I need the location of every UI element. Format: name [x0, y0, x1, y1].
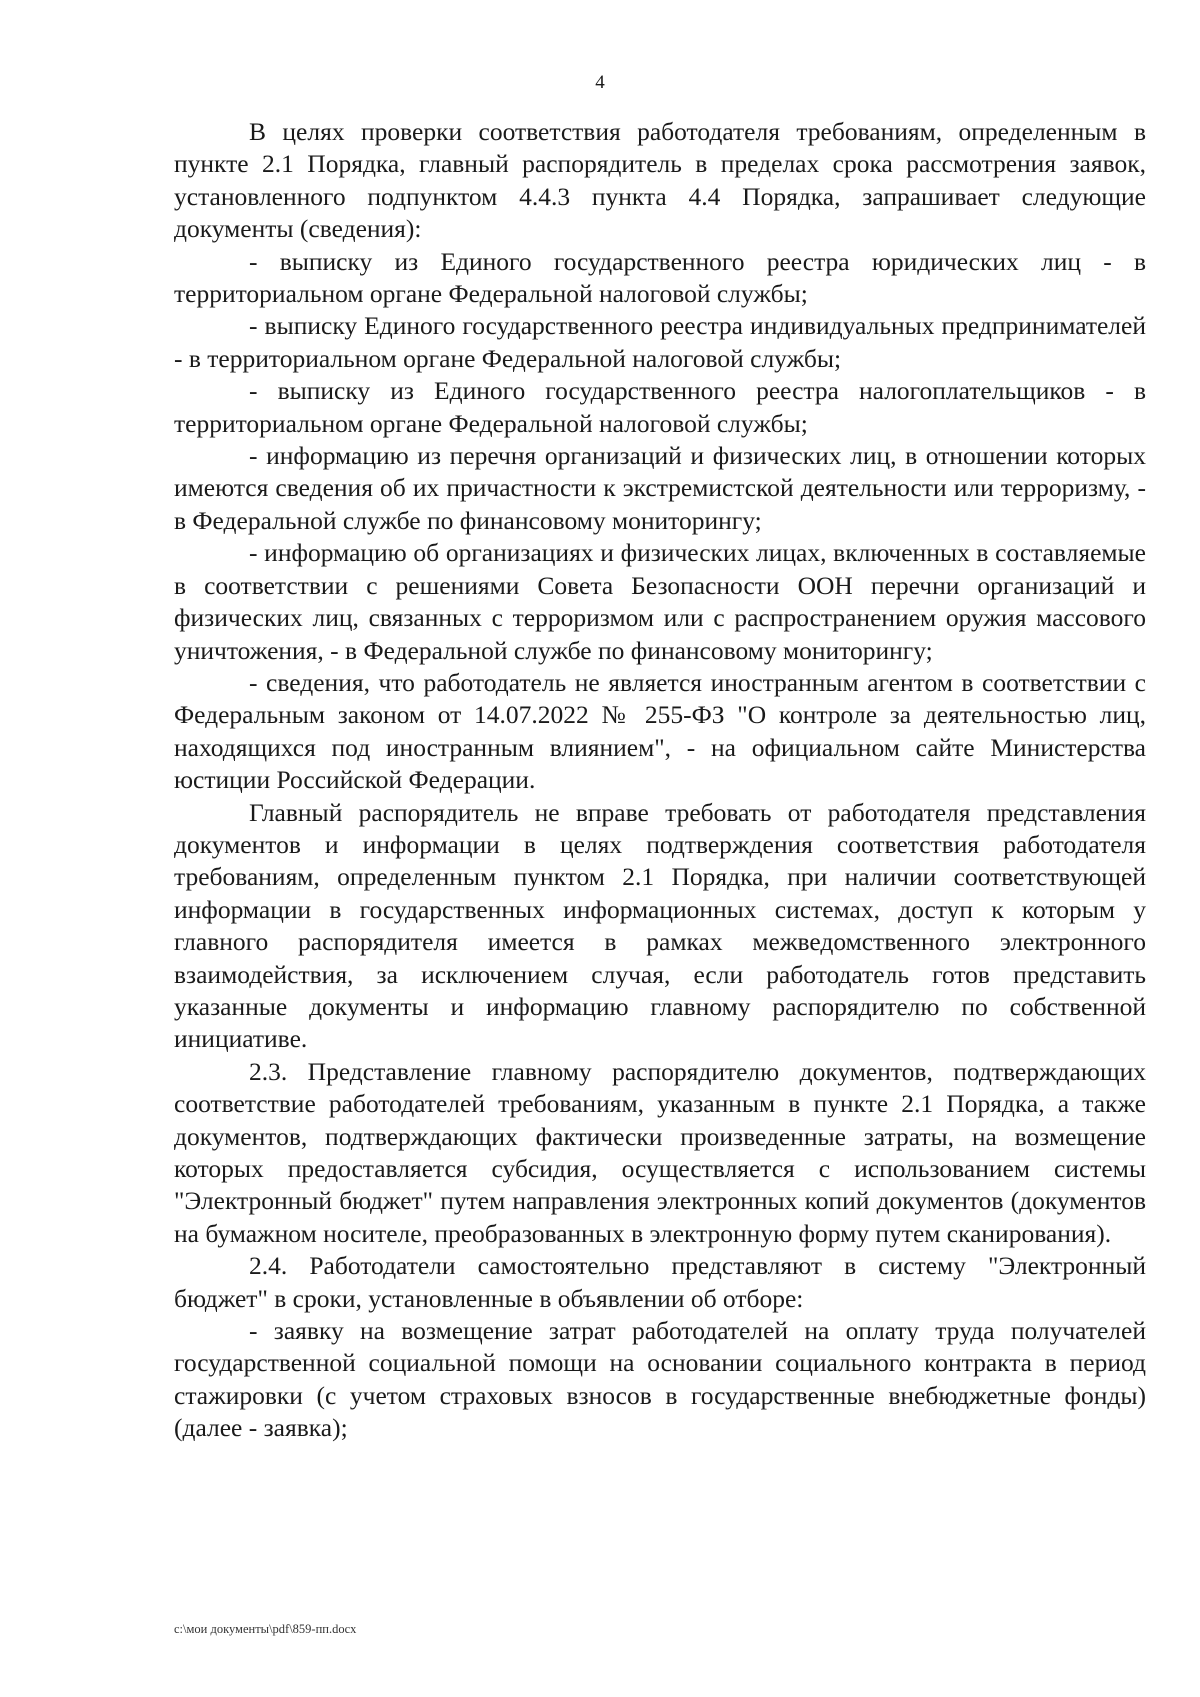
list-item-foreign-agent-info: - сведения, что работодатель не является иностранным агентом в соответствии с Федеральным законом от 14.07.2022 № 255-ФЗ "О контроле за деятельностью лиц, находящихся под иностранным влиянием", - на официальном сайте Министерства юстиции Российской Федерации. — [174, 667, 1146, 795]
list-item-un-security-council-list: - информацию об организациях и физических лицах, включенных в составляемые в соответствии с решениями Совета Безопасности ООН перечни организаций и физических лиц, связанных с терроризмом или с распространением оружия массового уничтожения, - в Федеральной службе по финансовому мониторингу; — [174, 538, 1146, 665]
footer-file-path: c:\мои документы\pdf\859-пп.docx — [174, 1622, 357, 1636]
page-number: 4 — [595, 72, 605, 93]
list-item-extremism-list: - информацию из перечня организаций и физических лиц, в отношении которых имеются сведения об их причастности к экстремистской деятельности или терроризму, - в Федеральной службе по финансовому мониторингу; — [174, 441, 1146, 535]
list-item-application: - заявку на возмещение затрат работодателей на оплату труда получателей государственной социальной помощи на основании социального контракта в период стажировки (с учетом страховых взносов в государственные внебюджетные фонды) (далее - заявка); — [174, 1316, 1146, 1443]
paragraph-2-3: 2.3. Представление главному распорядителю документов, подтверждающих соответствие работодателей требованиям, указанным в пункте 2.1 Порядка, а также документов, подтверждающих фактически произведенные затраты, на возмещение которых предоставляется субсидия, осуществляется с использованием системы "Электронный бюджет" путем направления электронных копий документов (документов на бумажном носителе, преобразованных в электронную форму путем сканирования). — [174, 1056, 1146, 1248]
document-body — [174, 116, 1146, 1445]
paragraph-main-administrator: Главный распорядитель не вправе требовать от работодателя представления документов и информации в целях подтверждения соответствия работодателя требованиям, определенным пунктом 2.1 Порядка, при наличии соответствующей информации в государственных информационных системах, доступ к которым у главного распорядителя имеется в рамках межведомственного электронного взаимодействия, за исключением случая, если работодатель готов представить указанные документы и информацию главному распорядителю по собственной инициативе. — [174, 797, 1146, 1054]
paragraph-intro: В целях проверки соответствия работодателя требованиям, определенным в пункте 2.1 Порядка, главный распорядитель в пределах срока рассмотрения заявок, установленного подпунктом 4.4.3 пункта 4.4 Порядка, запрашивает следующие документы (сведения): — [174, 117, 1146, 244]
paragraph-2-4: 2.4. Работодатели самостоятельно представляют в систему "Электронный бюджет" в сроки, установленные в объявлении об отборе: — [174, 1251, 1146, 1313]
list-item-taxpayers-registry: - выписку из Единого государственного реестра налогоплательщиков - в территориальном органе Федеральной налоговой службы; — [174, 376, 1146, 438]
list-item-egrul: - выписку из Единого государственного реестра юридических лиц - в территориальном органе Федеральной налоговой службы; — [174, 246, 1146, 309]
list-item-egrip: - выписку Единого государственного реестра индивидуальных предпринимателей - в территориальном органе Федеральной налоговой службы; — [174, 311, 1146, 373]
